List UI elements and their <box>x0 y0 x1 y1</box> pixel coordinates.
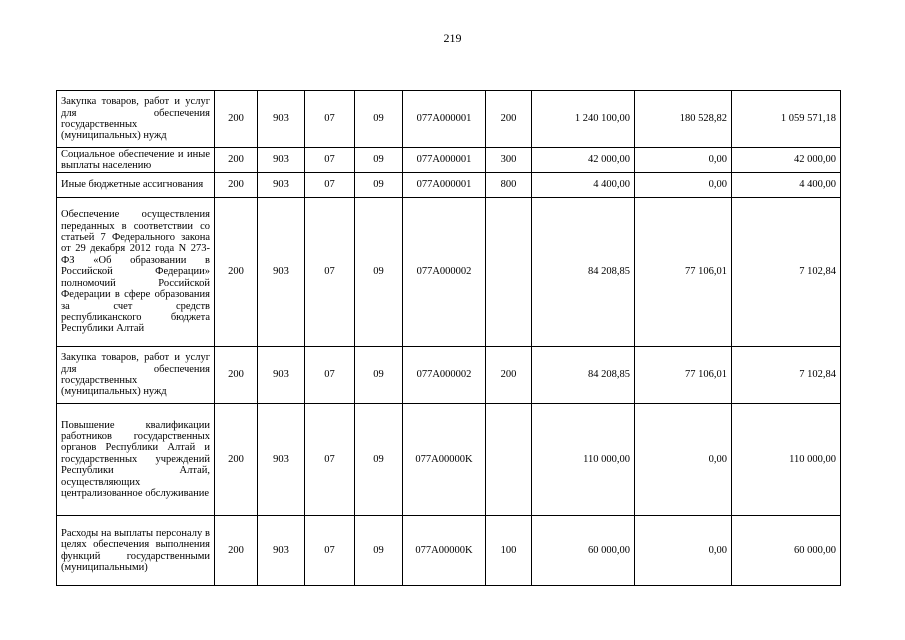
cell-amount-3: 7 102,84 <box>732 198 841 347</box>
cell-subsection: 09 <box>355 516 403 586</box>
cell-amount-3: 4 400,00 <box>732 173 841 198</box>
cell-subsection: 09 <box>355 347 403 404</box>
table-row <box>57 173 841 198</box>
cell-amount-2: 77 106,01 <box>635 347 732 404</box>
cell-code: 200 <box>215 148 258 173</box>
cell-code: 200 <box>215 173 258 198</box>
cell-target-article: 077A00000K <box>403 516 486 586</box>
cell-amount-1: 110 000,00 <box>532 404 635 516</box>
row-name: Закупка товаров, работ и услуг для обеспечения государственных (муниципальных) нужд <box>57 347 215 404</box>
cell-ministry: 903 <box>258 404 305 516</box>
cell-amount-1: 4 400,00 <box>532 173 635 198</box>
row-name: Закупка товаров, работ и услуг для обеспечения государственных (муниципальных) нужд <box>57 91 215 148</box>
row-name: Обеспечение осуществления переданных в соответствии со статьей 7 Федерального закона от 29 декабря 2012 года N 273-ФЗ «Об образовании в Российской Федерации» полномочий Российской Федерации в сфере образования за счет средств республиканского бюджета Республики Алтай <box>57 198 215 347</box>
cell-amount-2: 180 528,82 <box>635 91 732 148</box>
cell-amount-3: 42 000,00 <box>732 148 841 173</box>
cell-section: 07 <box>305 173 355 198</box>
table-row <box>57 516 841 586</box>
cell-ministry: 903 <box>258 347 305 404</box>
table-row <box>57 198 841 347</box>
cell-code: 200 <box>215 516 258 586</box>
cell-target-article: 077A000001 <box>403 173 486 198</box>
cell-section: 07 <box>305 148 355 173</box>
cell-subsection: 09 <box>355 198 403 347</box>
table-row <box>57 91 841 148</box>
cell-expense-type <box>486 404 532 516</box>
cell-amount-1: 84 208,85 <box>532 347 635 404</box>
cell-section: 07 <box>305 198 355 347</box>
cell-expense-type: 200 <box>486 91 532 148</box>
table-row <box>57 347 841 404</box>
cell-expense-type: 100 <box>486 516 532 586</box>
cell-target-article: 077A000001 <box>403 91 486 148</box>
cell-amount-3: 7 102,84 <box>732 347 841 404</box>
cell-amount-1: 84 208,85 <box>532 198 635 347</box>
row-name: Социальное обеспечение и иные выплаты населению <box>57 148 215 173</box>
cell-amount-1: 42 000,00 <box>532 148 635 173</box>
cell-target-article: 077A000001 <box>403 148 486 173</box>
cell-amount-1: 1 240 100,00 <box>532 91 635 148</box>
table-row <box>57 148 841 173</box>
cell-expense-type: 800 <box>486 173 532 198</box>
page-number: 219 <box>443 31 462 45</box>
cell-amount-3: 1 059 571,18 <box>732 91 841 148</box>
cell-code: 200 <box>215 347 258 404</box>
cell-subsection: 09 <box>355 91 403 148</box>
cell-amount-1: 60 000,00 <box>532 516 635 586</box>
cell-code: 200 <box>215 91 258 148</box>
cell-target-article: 077A000002 <box>403 198 486 347</box>
cell-amount-2: 0,00 <box>635 173 732 198</box>
row-name: Иные бюджетные ассигнования <box>57 173 215 198</box>
cell-subsection: 09 <box>355 404 403 516</box>
cell-amount-2: 77 106,01 <box>635 198 732 347</box>
cell-subsection: 09 <box>355 148 403 173</box>
cell-ministry: 903 <box>258 91 305 148</box>
cell-section: 07 <box>305 516 355 586</box>
cell-amount-3: 110 000,00 <box>732 404 841 516</box>
cell-section: 07 <box>305 347 355 404</box>
cell-section: 07 <box>305 91 355 148</box>
cell-code: 200 <box>215 404 258 516</box>
cell-code: 200 <box>215 198 258 347</box>
cell-section: 07 <box>305 404 355 516</box>
cell-subsection: 09 <box>355 173 403 198</box>
cell-ministry: 903 <box>258 198 305 347</box>
cell-amount-3: 60 000,00 <box>732 516 841 586</box>
cell-ministry: 903 <box>258 173 305 198</box>
cell-ministry: 903 <box>258 516 305 586</box>
cell-target-article: 077A000002 <box>403 347 486 404</box>
cell-amount-2: 0,00 <box>635 404 732 516</box>
row-name: Повышение квалификации работников государственных органов Республики Алтай и государственных учреждений Республики Алтай, осуществляющих централизованное обслуживание <box>57 404 215 516</box>
cell-expense-type: 300 <box>486 148 532 173</box>
cell-ministry: 903 <box>258 148 305 173</box>
cell-amount-2: 0,00 <box>635 148 732 173</box>
cell-expense-type <box>486 198 532 347</box>
budget-table <box>56 90 841 586</box>
cell-target-article: 077A00000K <box>403 404 486 516</box>
table-row <box>57 404 841 516</box>
cell-amount-2: 0,00 <box>635 516 732 586</box>
cell-expense-type: 200 <box>486 347 532 404</box>
row-name: Расходы на выплаты персоналу в целях обеспечения выполнения функций государственными (муниципальными) <box>57 516 215 586</box>
